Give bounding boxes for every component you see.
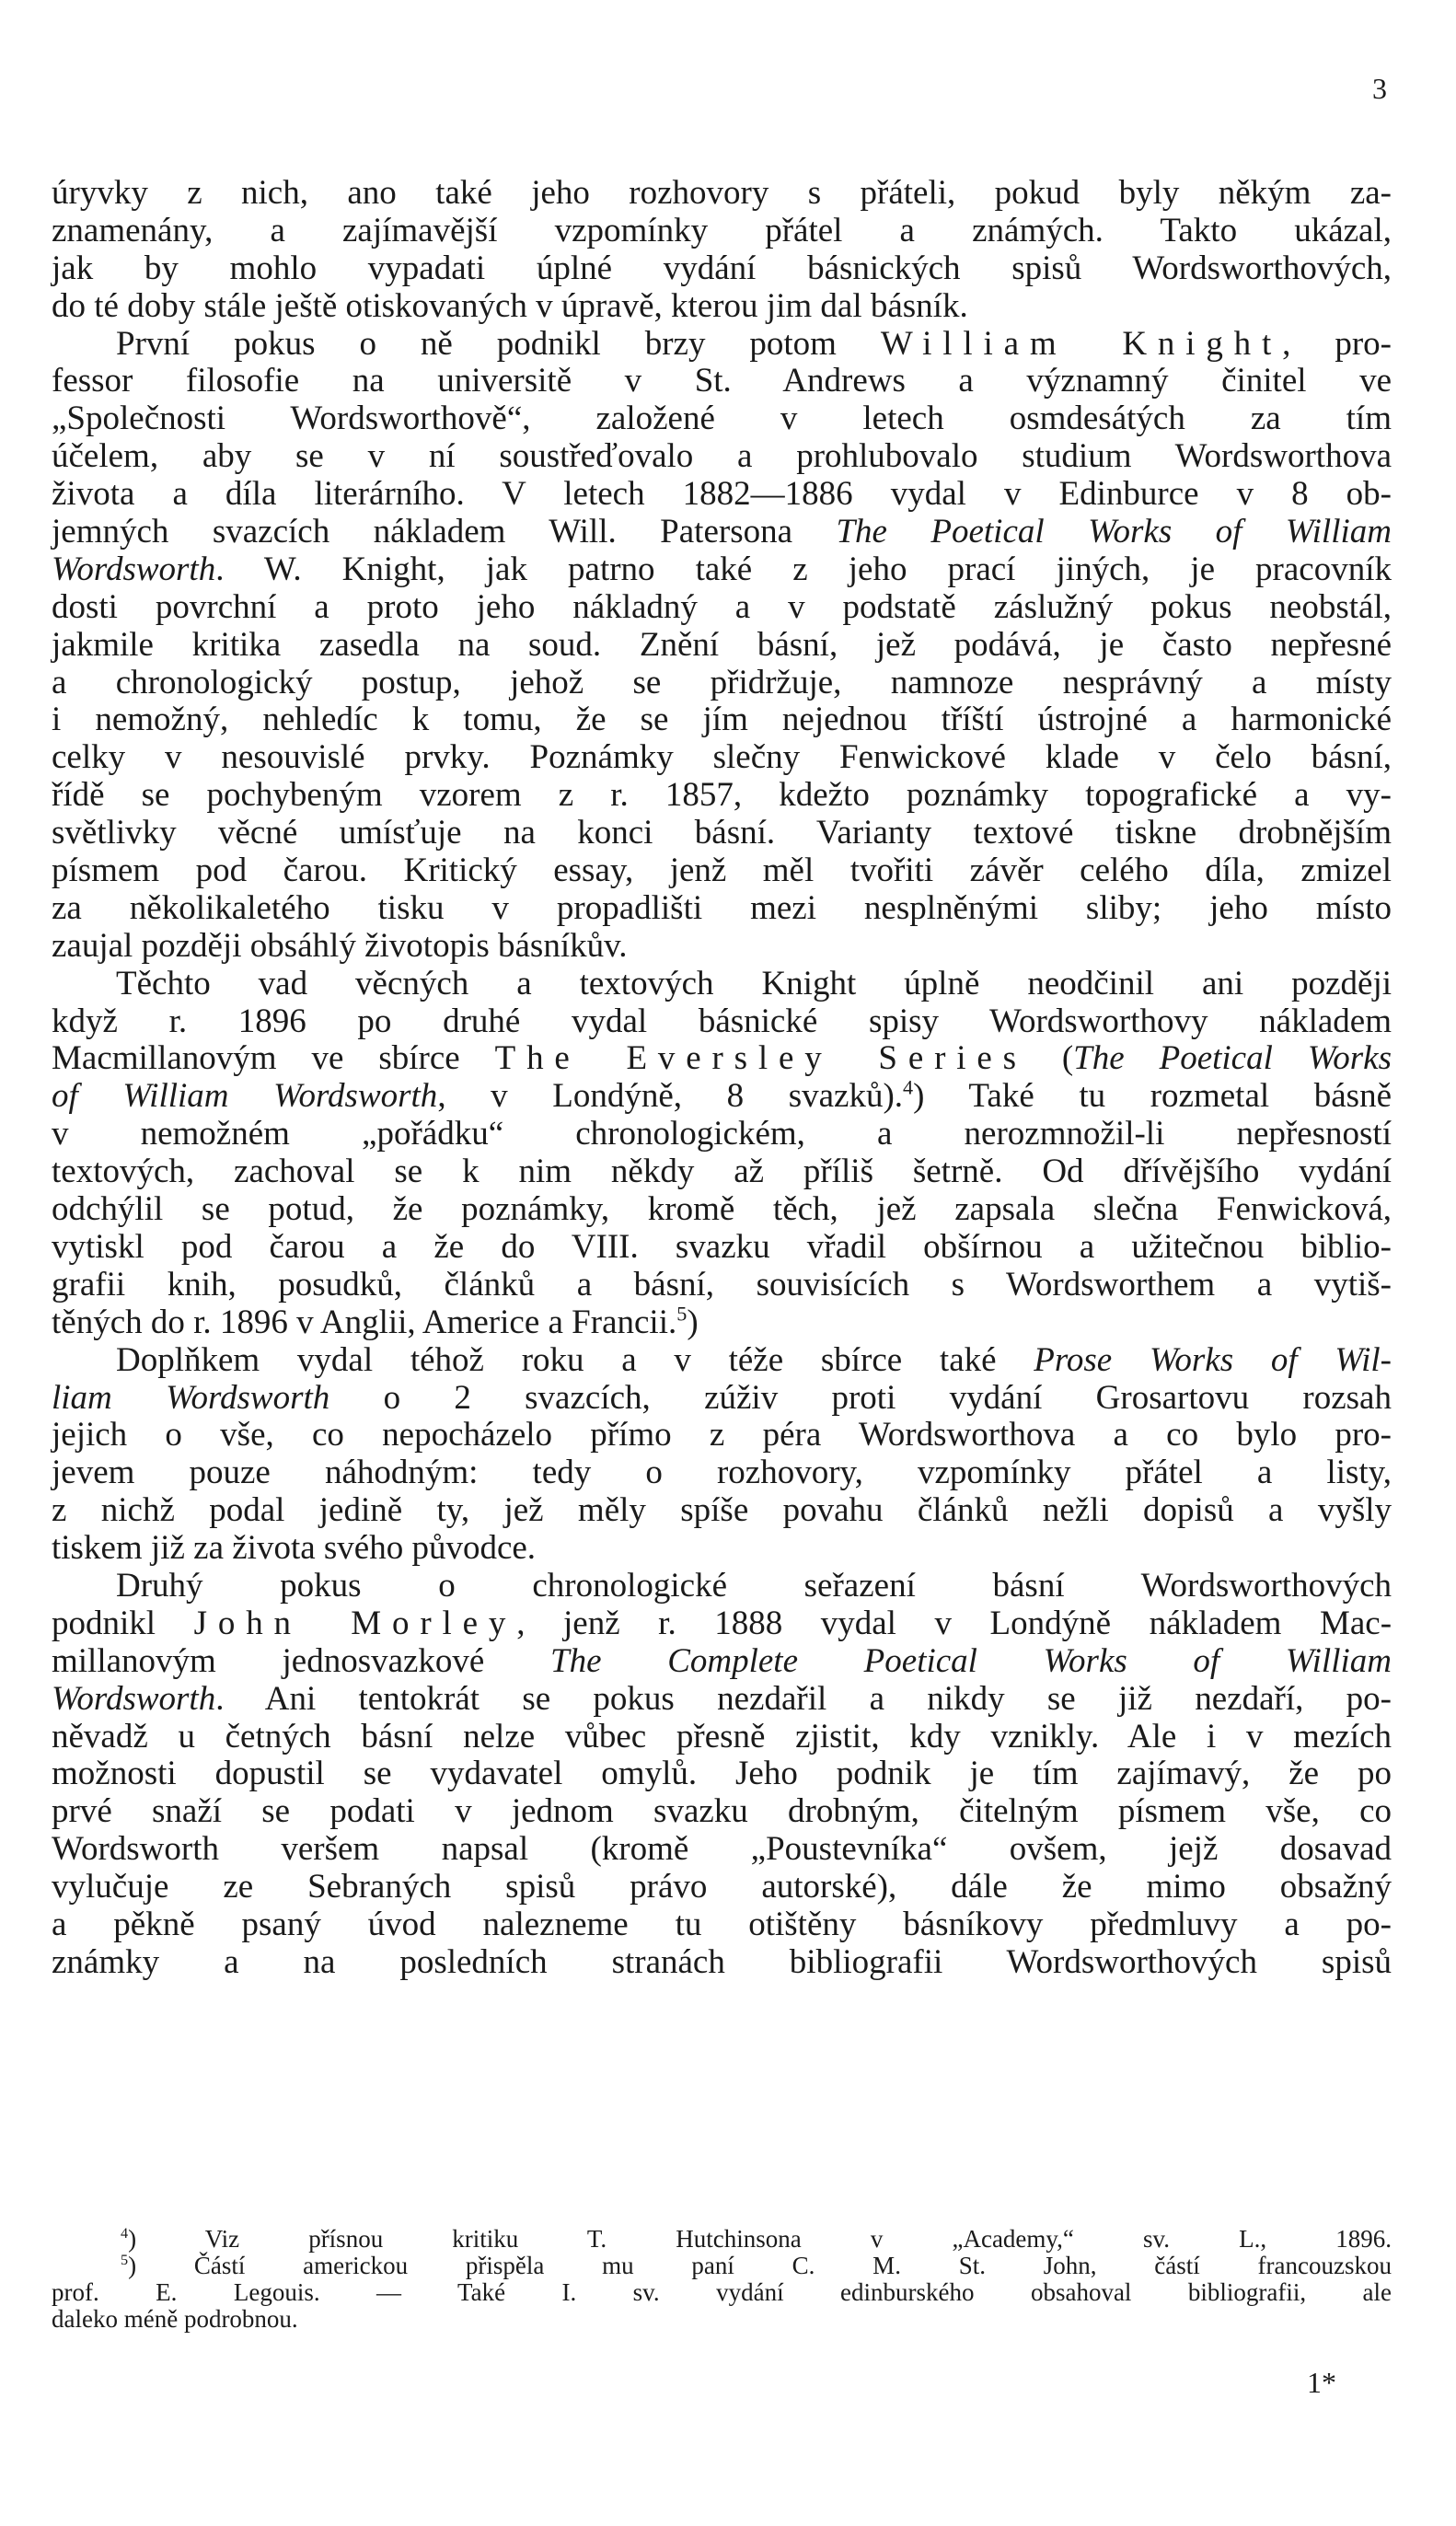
book-title: of William Wordsworth — [52, 1077, 438, 1116]
text-line: světlivky věcné umísťuje na konci básní. Varianty textové tiskne drobnějším — [52, 814, 1392, 852]
book-title: Wordsworth — [52, 1679, 216, 1718]
text-line: něvadž u četných básní nelze vůbec přesně zjistit, kdy vznikly. Ale i v mezích — [52, 1717, 1392, 1755]
text-line: a pěkně psaný úvod nalezneme tu otištěny básníkovy předmluvy a po- — [52, 1905, 1392, 1943]
text-line: vylučuje ze Sebraných spisů právo autorské), dále že mimo obsažný — [52, 1868, 1392, 1906]
text-line: celky v nesouvislé prvky. Poznámky slečny Fenwickové klade v čelo básní, — [52, 738, 1392, 777]
text-line: jak by mohlo vypadati úplné vydání básnických spisů Wordsworthových, — [52, 249, 1392, 287]
text-line: prvé snaží se podati v jednom svazku drobným, čitelným písmem vše, co — [52, 1792, 1392, 1831]
book-title: liam Wordsworth — [52, 1378, 330, 1417]
text-line: jemných svazcích nákladem Will. Patersona The Poetical Works of William — [52, 513, 1392, 551]
text-line: úryvky z nich, ano také jeho rozhovory s přáteli, pokud byly někým za- — [52, 174, 1392, 212]
text-line: of William Wordsworth, v Londýně, 8 svazků).$^4$) Také tu rozmetal básně — [52, 1076, 1392, 1116]
text-line: do té doby stále ještě otiskovaných v úpravě, kterou jim dal básník. — [52, 286, 968, 325]
text-line: účelem, aby se v ní soustřeďovalo a prohlubovalo studium Wordsworthova — [52, 437, 1392, 476]
footnotes — [52, 2226, 1392, 2333]
text-line: Druhý pokus o chronologické seřazení básní Wordsworthových — [116, 1566, 1392, 1605]
text-line: z nichž podal jedině ty, jež měly spíše povahu článků nežli dopisů a vyšly — [52, 1491, 1392, 1530]
spaced-name: William Knight — [880, 324, 1283, 363]
text-line: Wordsworth veršem napsal (kromě „Poustevníka“ ovšem, jejž dosavad — [52, 1830, 1392, 1869]
text-line: jakmile kritika zasedla na soud. Znění básní, jež podává, je často nepřesné — [52, 625, 1392, 664]
footnote-number: 4 — [121, 2225, 129, 2242]
body-text — [52, 175, 1392, 1982]
text-line: Wordsworth. Ani tentokrát se pokus nezdařil a nikdy se již nezdaří, po- — [52, 1679, 1392, 1718]
text-line: znamenány, a zajímavější vzpomínky přátel a známých. Takto ukázal, — [52, 211, 1392, 249]
text-line: fessor filosofie na universitě v St. Andrews a významný činitel ve — [52, 362, 1392, 400]
text-line: zaujal později obsáhlý životopis básníkův. — [52, 926, 628, 965]
text-line: když r. 1896 po druhé vydal básnické spisy Wordsworthovy nákladem — [52, 1002, 1392, 1040]
text-line: i nemožný, nehledíc k tomu, že se jím nejednou tříští ústrojné a harmonické — [52, 701, 1392, 739]
text-line: tiskem již za života svého původce. — [52, 1529, 537, 1568]
spaced-name: The Eversley Series — [494, 1039, 1027, 1078]
text-line: písmem pod čarou. Kritický essay, jenž měl tvořiti závěr celého díla, zmizel — [52, 852, 1392, 890]
text-line: života a díla literárního. V letech 1882—1886 vydal v Edinburce v 8 ob- — [52, 475, 1392, 514]
text-line: za několikaletého tisku v propadlišti mezi nesplněnými sliby; jeho místo — [52, 888, 1392, 927]
footnote-5-continued: prof. E. Legouis. — Také I. sv. vydání edinburského obsahoval bibliografii, ale — [52, 2278, 1392, 2306]
text-line: podnikl John Morley, jenž r. 1888 vydal v Londýně nákladem Mac- — [52, 1604, 1392, 1642]
signature-mark: 1* — [1307, 2366, 1336, 2399]
text-line: Těchto vad věcných a textových Knight úplně neodčinil ani později — [116, 964, 1392, 1002]
text-line: odchýlil se potud, že poznámky, kromě těch, jež zapsala slečna Fenwicková, — [52, 1190, 1392, 1229]
text-line: Wordsworth. W. Knight, jak patrno také z jeho prací jiných, je pracovník — [52, 550, 1392, 588]
book-title: The Complete Poetical Works of William — [550, 1641, 1392, 1680]
text-line: „Společnosti Wordsworthově“, založené v letech osmdesátých za tím — [52, 400, 1392, 438]
text-line: grafii knih, posudků, článků a básní, souvisících s Wordsworthem a vytiš- — [52, 1265, 1392, 1304]
text-line: možnosti dopustil se vydavatel omylů. Jeho podnik je tím zajímavý, že po — [52, 1755, 1392, 1793]
text-line: Macmillanovým ve sbírce The Eversley Series (The Poetical Works — [52, 1039, 1392, 1078]
text-line: známky a na posledních stranách bibliografii Wordsworthových spisů — [52, 1942, 1392, 1981]
text-line: dosti povrchní a proto jeho nákladný a v podstatě záslužný pokus neobstál, — [52, 587, 1392, 626]
text-line: Doplňkem vydal téhož roku a v téže sbírce také Prose Works of Wil- — [116, 1340, 1392, 1379]
footnote-5: $^5$) Částí americkou přispěla mu paní C. M. St. John, částí francouzskou — [121, 2252, 1392, 2279]
footnote-number: 5 — [121, 2252, 129, 2268]
text-line: textových, zachoval se k nim někdy až příliš šetrně. Od dřívějšího vydání — [52, 1153, 1392, 1191]
spaced-name: John Morley — [193, 1604, 517, 1642]
footnote-ref: 4 — [903, 1076, 914, 1100]
book-title: The Poetical Works — [1073, 1039, 1392, 1078]
text-line: jevem pouze náhodným: tedy o rozhovory, vzpomínky přátel a listy, — [52, 1454, 1392, 1492]
text-line: těných do r. 1896 v Anglii, Americe a Francii.$^5$) — [52, 1302, 699, 1341]
text-line: vytiskl pod čarou a že do VIII. svazku vřadil obšírnou a užitečnou biblio- — [52, 1227, 1392, 1266]
page-number: 3 — [1372, 72, 1387, 105]
text-line: v nemožném „pořádku“ chronologickém, a nerozmnožil-li nepřesností — [52, 1115, 1392, 1153]
book-title: Wordsworth — [52, 550, 216, 588]
text-line: a chronologický postup, jehož se přidržuje, namnoze nesprávný a místy — [52, 663, 1392, 701]
text-line: millanovým jednosvazkové The Complete Poetical Works of William — [52, 1641, 1392, 1680]
book-title: The Poetical Works of William — [836, 513, 1392, 551]
text-line: jejich o vše, co nepocházelo přímo z péra Wordsworthova a co bylo pro- — [52, 1416, 1392, 1454]
text-line: První pokus o ně podnikl brzy potom William Knight, pro- — [116, 324, 1392, 363]
footnote-5-continued: daleko méně podrobnou. — [52, 2305, 298, 2333]
book-title: Prose Works of Wil- — [1034, 1340, 1392, 1379]
text-line: liam Wordsworth o 2 svazcích, zúživ proti vydání Grosartovu rozsah — [52, 1378, 1392, 1417]
text-line: řídě se pochybeným vzorem z r. 1857, kdežto poznámky topografické a vy- — [52, 776, 1392, 815]
footnote-ref: 5 — [676, 1302, 688, 1326]
footnote-4: $^4$) Viz přísnou kritiku T. Hutchinsona v „Academy,“ sv. L., 1896. — [121, 2225, 1392, 2253]
